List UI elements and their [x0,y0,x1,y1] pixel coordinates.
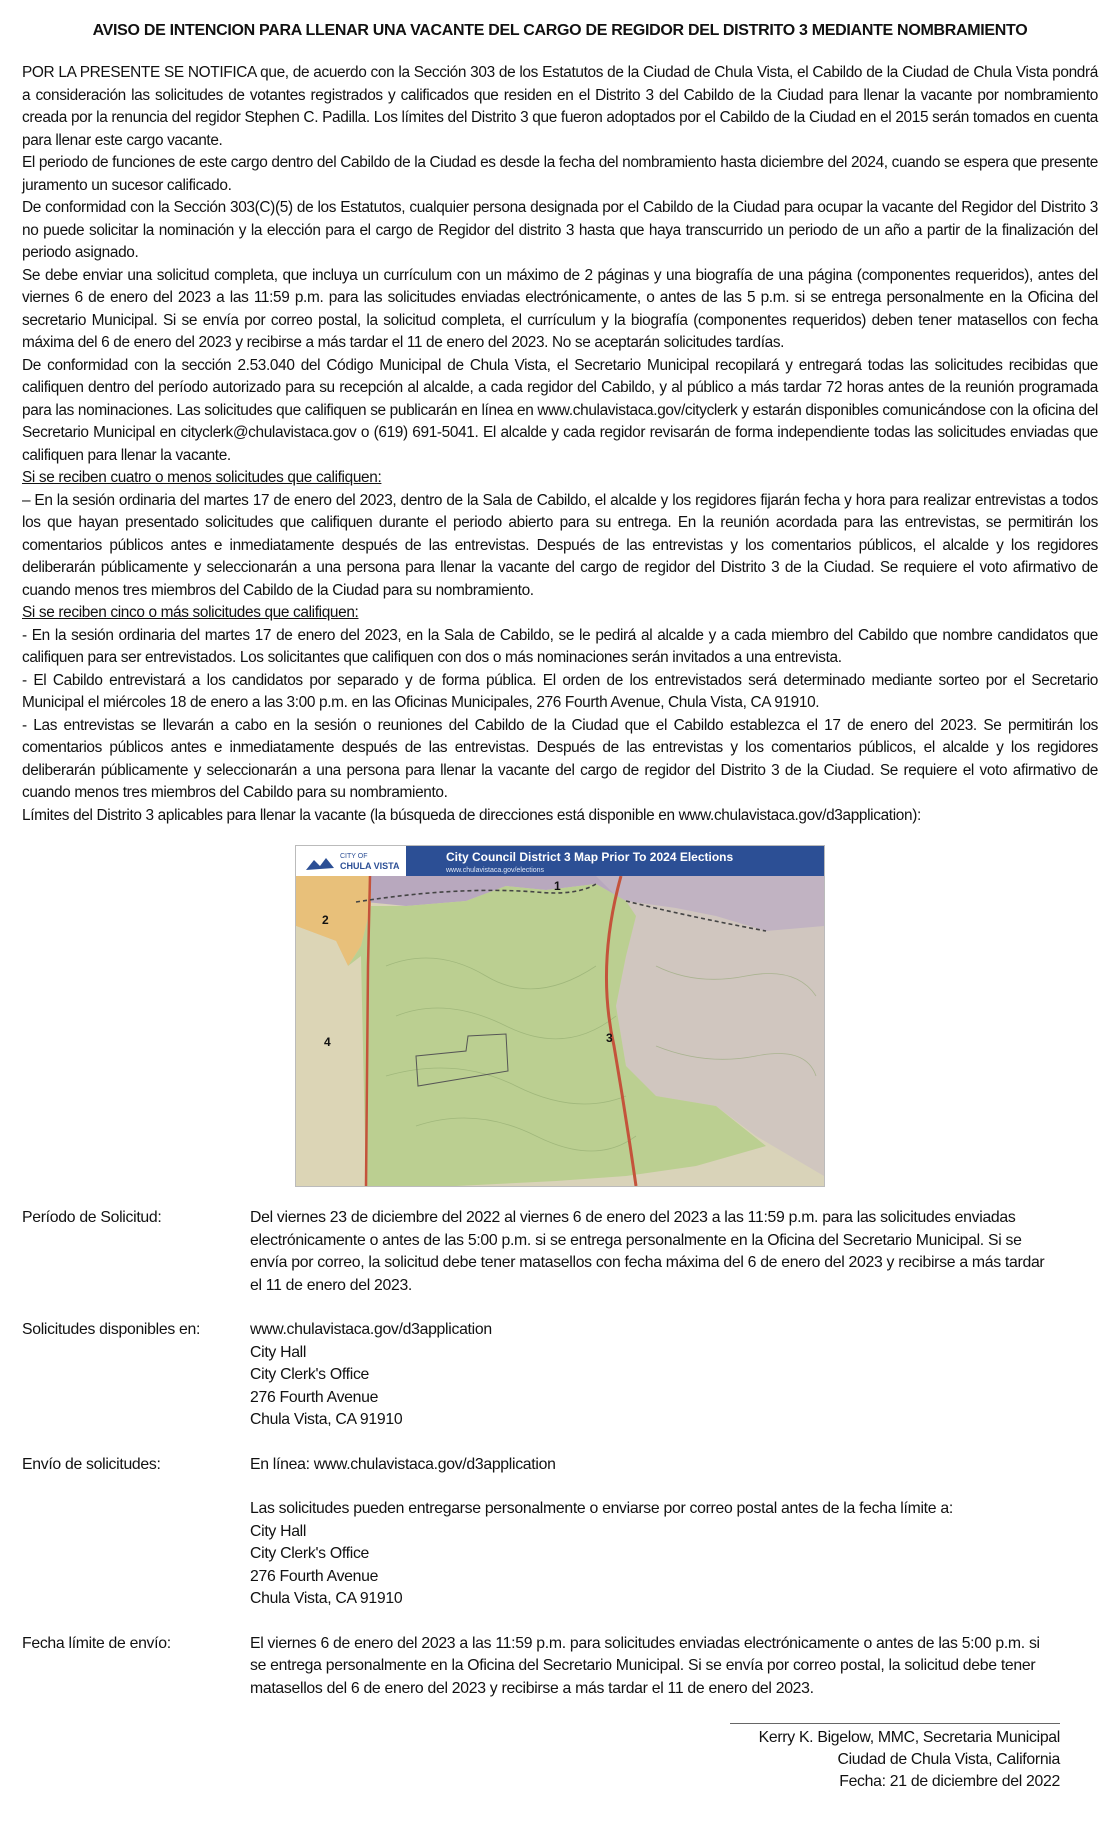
paragraph-application-requirements: Se debe enviar una solicitud completa, que incluya un currículum con un máximo de 2 páginas y una biografía de una página (componentes requeridos), antes del viernes 6 de enero del 2023 a las 11:59 p.m. para las solicitudes enviadas electrónicamente, o antes de las 5 p.m. si se entrega personalmente en la Oficina del secretario Municipal. Si se envía por correo postal, la solicitud completa, el currículum y la biografía (componentes requeridos) deben tener matasellos con fecha máxima del 6 de enero del 2023 y recibirse a más tardar el 11 de enero del 2023. No se aceptarán solicitudes tardías. [22,266,1098,351]
map-logo-top: CITY OF [340,853,368,860]
paragraph-restriction: De conformidad con la Sección 303(C)(5) de los Estatutos, cualquier persona designada por el Cabildo de la Ciudad para ocupar la vacante del Regidor del Distrito 3 no puede solicitar la nominación y la elección para el cargo de Regidor del distrito 3 hasta que haya transcurrido un periodo de un año a partir de la finalización del periodo asignado. [22,199,1098,261]
map-title: City Council District 3 Map Prior To 2024 Elections [446,850,734,864]
submit-line: 276 Fourth Avenue [250,1567,379,1585]
paragraph-interviews-order: - El Cabildo entrevistará a los candidatos por separado y de forma pública. El orden de los entrevistados será determinado mediante sorteo por el Secretario Municipal el miércoles 18 de enero a las 3:00 p.m. en las Oficinas Municipales, 276 Fourth Avenue, Chula Vista, CA 91910. [22,671,1098,711]
period-line: electrónicamente o antes de las 5:00 p.m. si se entrega personalmente en la Oficina del Secretario Municipal. Si se [250,1231,1022,1249]
period-line: Del viernes 23 de diciembre del 2022 al viernes 6 de enero del 2023 a las 11:59 p.m. para las solicitudes enviadas [250,1209,1016,1226]
submit-row [22,1454,1098,1611]
submit-line: Chula Vista, CA 91910 [250,1590,403,1607]
deadline-line: El viernes 6 de enero del 2023 a las 11:59 p.m. para solicitudes enviadas electrónicamente o antes de las 5:00 p.m. si [250,1634,1040,1652]
available-label: Solicitudes disponibles en: [22,1321,201,1338]
paragraph-interviews-meeting: - Las entrevistas se llevarán a cabo en la sesión o reuniones del Cabildo de la Ciudad que el Cabildo establezca el 17 de enero del 2023. Se permitirán los comentarios públicos antes e inmediatamente después de las entrevistas. Después de las entrevistas y los comentarios públicos, el alcalde y los regidores deliberarán públicamente y seleccionarán a una persona para llenar la vacante del cargo de regidor del Distrito 3 de la Ciudad. Se requiere el voto afirmativo de cuando menos tres miembros del Cabildo para su nombramiento. [22,716,1098,801]
heading-four-or-fewer: Si se reciben cuatro o menos solicitudes que califiquen: [22,469,382,486]
submit-line: City Hall [250,1522,307,1540]
period-row [22,1207,1098,1297]
submit-label: Envío de solicitudes: [22,1455,161,1473]
district-map-graphic [296,846,824,1186]
available-line: www.chulavistaca.gov/d3application [250,1321,492,1338]
district-4-area [296,926,366,1186]
notice-page [22,22,1098,1700]
map-logo-name: CHULA VISTA [340,861,400,871]
signature-date: Fecha: 21 de diciembre del 2022 [839,1773,1060,1790]
deadline-row [22,1633,1098,1701]
paragraph-clerk-process: De conformidad con la sección 2.53.040 del Código Municipal de Chula Vista, el Secretario Municipal recopilará y entregará todas las solicitudes recibidas que califiquen dentro del período autorizado para su recepción al alcalde, a cada regidor del Cabildo, y al público a más tardar 72 horas antes de la reunión programada para las nominaciones. Las solicitudes que califiquen se publicarán en línea en www.chulavistaca.gov/cityclerk y estarán disponibles comunicándose con la oficina del Secretario Municipal en cityclerk@chulavistaca.gov o (619) 691-5041. El alcalde y cada regidor revisarán de forma independiente todas las solicitudes enviadas que califiquen para llenar la vacante. [22,356,1098,464]
paragraph-boundaries: Límites del Distrito 3 aplicables para llenar la vacante (la búsqueda de direcciones está disponible en www.chulavistaca.gov/d3application): [22,806,921,824]
paragraph-notification: POR LA PRESENTE SE NOTIFICA que, de acuerdo con la Sección 303 de los Estatutos de la Ciudad de Chula Vista, el Cabildo de la Ciudad de Chula Vista pondrá a consideración las solicitudes de votantes registrados y calificados que residen en el Distrito 3 del Cabildo de la Ciudad para llenar la vacante por nombramiento creada por la renuncia del regidor Stephen C. Padilla. Los límites del Distrito 3 que fueron adoptados por el Cabildo de la Ciudad en el 2015 serán tomados en cuenta para llenar este cargo vacante. [22,64,1098,149]
period-value [250,1207,1098,1297]
deadline-label: Fecha límite de envío: [22,1634,171,1652]
paragraph-four-or-fewer: – En la sesión ordinaria del martes 17 de enero del 2023, dentro de la Sala de Cabildo, el alcalde y los regidores fijarán fecha y hora para realizar entrevistas a todos los que hayan presentado solicitudes que califiquen durante el periodo abierto para su entrega. En la reunión acordada para las entrevistas, se permitirán los comentarios públicos antes e inmediatamente después de las entrevistas. Después de las entrevistas y los comentarios públicos, el alcalde y los regidores deliberarán públicamente y seleccionarán a una persona para llenar la vacante del cargo de regidor del Distrito 3 de la Ciudad. Se requiere el voto afirmativo de cuando menos tres miembros del Cabildo de la Ciudad para su nombramiento. [22,491,1098,599]
submit-line: Las solicitudes pueden entregarse personalmente o enviarse por correo postal antes de la fecha límite a: [250,1500,953,1517]
heading-five-or-more: Si se reciben cinco o más solicitudes que califiquen: [22,604,359,621]
paragraph-term: El periodo de funciones de este cargo dentro del Cabildo de la Ciudad es desde la fecha del nombramiento hasta diciembre del 2024, cuando se espera que presente juramento un sucesor calificado. [22,154,1098,194]
period-line: envía por correo, la solicitud debe tener matasellos con fecha máxima del 6 de enero del 2023 y recibirse a más tardar [250,1254,1045,1271]
available-line: City Clerk's Office [250,1366,370,1383]
available-line: Chula Vista, CA 91910 [250,1411,403,1428]
submit-value [250,1454,1098,1611]
district-label-2: 2 [322,913,329,927]
deadline-line: matasellos del 6 de enero del 2023 y recibirse a más tardar el 11 de enero del 2023. [250,1679,814,1697]
notice-body [22,62,1098,827]
deadline-value [250,1633,1098,1701]
map-subtitle: www.chulavistaca.gov/elections [446,867,545,874]
notice-title: AVISO DE INTENCION PARA LLENAR UNA VACANTE DEL CARGO DE REGIDOR DEL DISTRITO 3 MEDIANTE NOMBRAMIENTO [92,22,1028,39]
available-line: City Hall [250,1343,307,1361]
paragraph-nominations: - En la sesión ordinaria del martes 17 de enero del 2023, en la Sala de Cabildo, se le pedirá al alcalde y a cada miembro del Cabildo que nombre candidatos que califiquen para ser entrevistados. Los solicitantes que califiquen con dos o más nominaciones serán invitados a una entrevista. [22,626,1098,666]
district-map [295,845,825,1187]
application-details [22,1207,1098,1700]
period-line: el 11 de enero del 2023. [250,1276,413,1294]
signature-block [730,1723,1060,1793]
district-label-1: 1 [554,879,561,893]
submit-online: En línea: www.chulavistaca.gov/d3application [250,1455,556,1473]
district-label-3: 3 [606,1031,613,1045]
signature-city: Ciudad de Chula Vista, California [837,1751,1060,1768]
deadline-line: se entrega personalmente en la Oficina del Secretario Municipal. Si se envía por correo postal, la solicitud debe tener [250,1657,1036,1674]
submit-line: City Clerk's Office [250,1545,370,1562]
period-label: Período de Solicitud: [22,1209,162,1226]
district-label-4: 4 [324,1035,331,1049]
available-row [22,1319,1098,1432]
available-value [250,1319,1098,1432]
available-line: 276 Fourth Avenue [250,1388,379,1406]
signature-name: Kerry K. Bigelow, MMC, Secretaria Municipal [758,1729,1060,1746]
signature-line [730,1723,1060,1724]
